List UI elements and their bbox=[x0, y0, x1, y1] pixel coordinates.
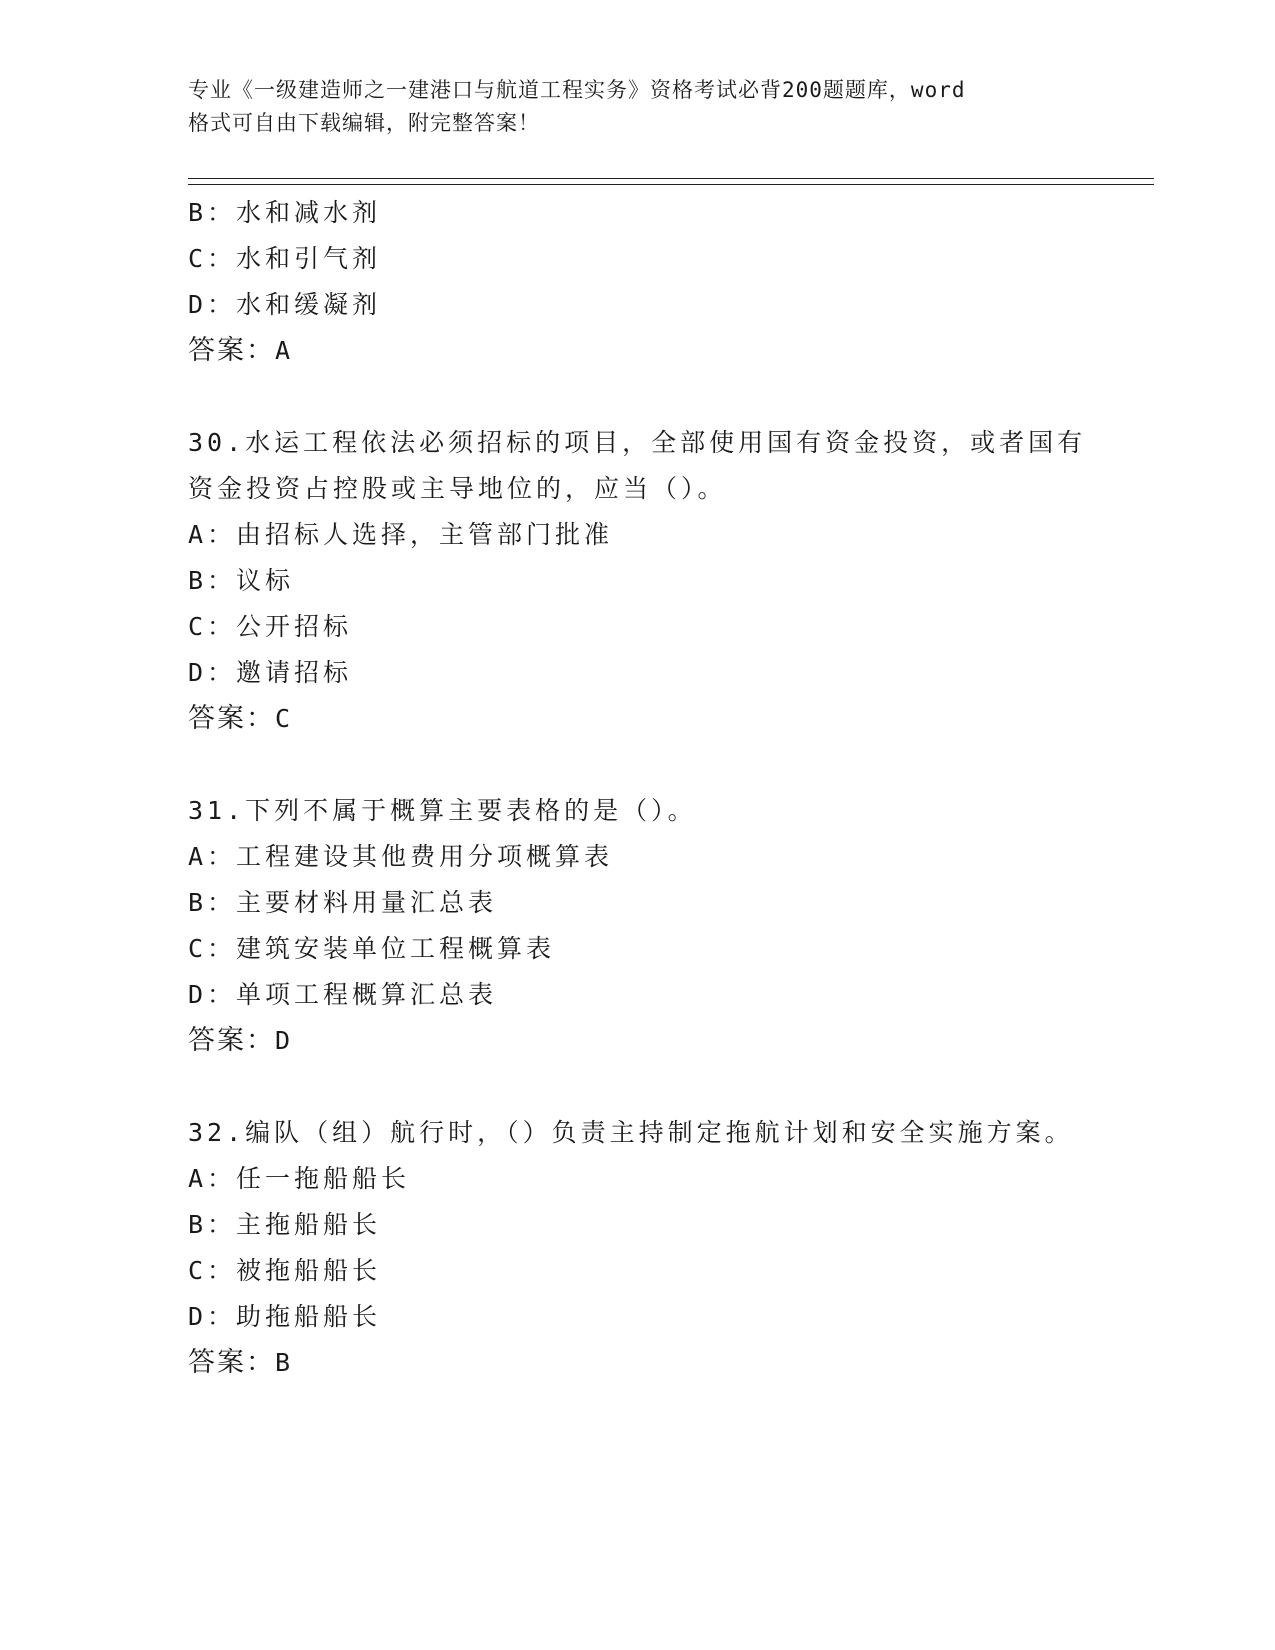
option-c: C：水和引气剂 bbox=[188, 244, 382, 273]
option-d: D：单项工程概算汇总表 bbox=[188, 980, 498, 1009]
answer-value: C bbox=[275, 704, 293, 733]
answer-value: D bbox=[275, 1026, 293, 1055]
answer-value: B bbox=[275, 1348, 293, 1377]
option-c: C：公开招标 bbox=[188, 612, 353, 641]
header-rule-bottom bbox=[188, 184, 1154, 185]
answer-line bbox=[188, 1018, 1088, 1064]
answer-label: 答案： bbox=[188, 1347, 275, 1378]
option-d: D：邀请招标 bbox=[188, 658, 353, 687]
option-a: A：工程建设其他费用分项概算表 bbox=[188, 842, 614, 871]
option-b: B：主要材料用量汇总表 bbox=[188, 888, 498, 917]
answer-line bbox=[188, 328, 1088, 374]
answer-value: A bbox=[275, 336, 293, 365]
spacer bbox=[188, 1064, 1088, 1110]
question-stem-line-1: 32.编队（组）航行时，（）负责主持制定拖航计划和安全实施方案。 bbox=[188, 1118, 1074, 1147]
option-a: A：由招标人选择，主管部门批准 bbox=[188, 520, 614, 549]
option-c: C：建筑安装单位工程概算表 bbox=[188, 934, 556, 963]
header-rule-top bbox=[188, 178, 1154, 179]
option-b: B：议标 bbox=[188, 566, 295, 595]
option-c: C：被拖船船长 bbox=[188, 1256, 382, 1285]
answer-label: 答案： bbox=[188, 335, 275, 366]
question-stem-line-2: 资金投资占控股或主导地位的，应当（）。 bbox=[188, 474, 727, 503]
answer-line bbox=[188, 696, 1088, 742]
option-d: D：水和缓凝剂 bbox=[188, 290, 382, 319]
option-a: A：任一拖船船长 bbox=[188, 1164, 411, 1193]
question-31 bbox=[188, 788, 1088, 1064]
option-b: B：水和减水剂 bbox=[188, 198, 382, 227]
header-line-1: 专业《一级建造师之一建港口与航道工程实务》资格考试必背200题题库，word bbox=[188, 78, 966, 102]
question-32 bbox=[188, 1110, 1088, 1386]
answer-label: 答案： bbox=[188, 703, 275, 734]
question-29-continued bbox=[188, 190, 1088, 374]
question-list bbox=[188, 190, 1088, 1386]
option-b: B：主拖船船长 bbox=[188, 1210, 382, 1239]
answer-label: 答案： bbox=[188, 1025, 275, 1056]
document-header bbox=[188, 74, 1088, 140]
answer-line bbox=[188, 1340, 1088, 1386]
spacer bbox=[188, 374, 1088, 420]
option-d: D：助拖船船长 bbox=[188, 1302, 382, 1331]
spacer bbox=[188, 742, 1088, 788]
header-line-2: 格式可自由下载编辑，附完整答案！ bbox=[188, 111, 540, 135]
question-stem-line-1: 31.下列不属于概算主要表格的是（）。 bbox=[188, 796, 697, 825]
question-stem-line-1: 30.水运工程依法必须招标的项目，全部使用国有资金投资，或者国有 bbox=[188, 428, 1087, 457]
question-30 bbox=[188, 420, 1088, 742]
